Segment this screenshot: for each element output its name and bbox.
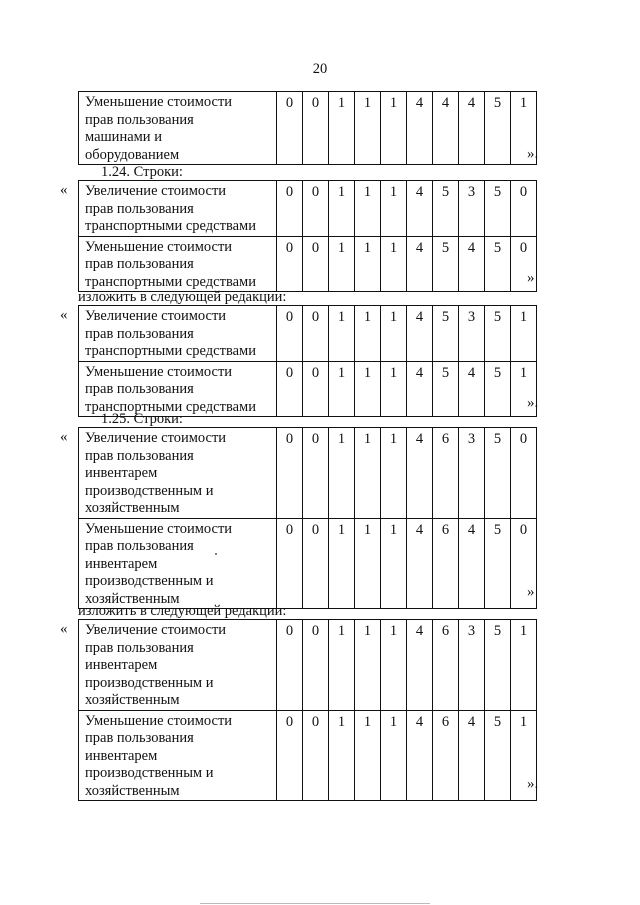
code-digit-cell: 0 [303, 236, 329, 292]
code-digit-cell: 4 [407, 306, 433, 362]
code-digit-cell: 1 [355, 518, 381, 609]
description-line: Увеличение стоимости [85, 430, 227, 446]
description-line: производственным и [85, 674, 214, 691]
code-digit-cell: 4 [407, 710, 433, 801]
code-digit-cell: 0 [277, 306, 303, 362]
table-row [79, 92, 537, 165]
code-digit-cell: 3 [459, 428, 485, 519]
code-digit-cell: 1 [329, 620, 355, 711]
description-line: прав пользования [85, 447, 194, 464]
code-digit-cell: 1 [355, 361, 381, 417]
code-digit-cell: 1 [381, 361, 407, 417]
code-digit-cell: 0 [303, 181, 329, 237]
row-description [79, 710, 277, 801]
code-digit-cell: 5 [485, 710, 511, 801]
code-digit-cell: 1 [511, 92, 537, 165]
section-heading: изложить в следующей редакции: [78, 603, 287, 619]
description-line: хозяйственным [85, 692, 180, 708]
code-digit-cell: 3 [459, 620, 485, 711]
code-digit-cell: 1 [355, 306, 381, 362]
code-digit-cell: 1 [329, 428, 355, 519]
description-line: Уменьшение стоимости [85, 520, 233, 537]
code-digit-cell: 1 [329, 236, 355, 292]
code-digit-cell: 0 [277, 181, 303, 237]
opening-quote: « [60, 182, 68, 198]
description-line: прав пользования [85, 538, 194, 554]
code-table [78, 180, 537, 292]
description-line: Увеличение стоимости [85, 622, 227, 638]
code-digit-cell: 1 [329, 518, 355, 609]
code-digit-cell: 4 [459, 236, 485, 292]
code-digit-cell: 4 [433, 92, 459, 165]
opening-quote: « [60, 429, 68, 445]
table-row [79, 710, 537, 801]
code-digit-cell: 1 [511, 620, 537, 711]
description-line: инвентарем [85, 747, 158, 764]
code-digit-cell: 1 [381, 620, 407, 711]
description-line: прав пользования [85, 381, 194, 397]
code-table [78, 305, 537, 417]
code-digit-cell: 4 [407, 518, 433, 609]
code-digit-cell: 1 [329, 181, 355, 237]
code-digit-cell: 5 [433, 181, 459, 237]
code-digit-cell: 5 [433, 306, 459, 362]
code-digit-cell: 5 [485, 361, 511, 417]
description-line: прав пользования [85, 639, 194, 656]
code-digit-cell: 1 [511, 306, 537, 362]
code-digit-cell: 0 [303, 428, 329, 519]
code-digit-cell: 1 [381, 92, 407, 165]
code-digit-cell: 1 [381, 428, 407, 519]
description-line: прав пользования [85, 256, 194, 272]
code-digit-cell: 0 [277, 361, 303, 417]
code-digit-cell: 6 [433, 428, 459, 519]
code-digit-cell: 4 [459, 710, 485, 801]
row-description [79, 518, 277, 609]
code-table [78, 619, 537, 801]
description-line: хозяйственным [85, 782, 180, 799]
code-digit-cell: 1 [355, 92, 381, 165]
code-digit-cell: 4 [407, 620, 433, 711]
code-digit-cell: 4 [407, 361, 433, 417]
description-line: инвентарем [85, 555, 158, 572]
code-digit-cell: 0 [511, 181, 537, 237]
table-row [79, 236, 537, 292]
table-row [79, 620, 537, 711]
code-digit-cell: 1 [511, 710, 537, 801]
code-digit-cell: 0 [303, 620, 329, 711]
code-digit-cell: 5 [485, 92, 511, 165]
code-digit-cell: 1 [355, 181, 381, 237]
code-digit-cell: 5 [485, 236, 511, 292]
code-digit-cell: 0 [277, 518, 303, 609]
code-digit-cell: 3 [459, 306, 485, 362]
code-digit-cell: 6 [433, 620, 459, 711]
code-digit-cell: 0 [277, 92, 303, 165]
scan-speck [215, 553, 217, 555]
code-digit-cell: 5 [485, 181, 511, 237]
opening-quote: « [60, 307, 68, 323]
code-digit-cell: 0 [303, 92, 329, 165]
description-line: транспортными средствами [85, 273, 256, 290]
code-digit-cell: 5 [485, 620, 511, 711]
code-digit-cell: 1 [355, 428, 381, 519]
description-line: Увеличение стоимости [85, 183, 227, 199]
code-digit-cell: 1 [329, 361, 355, 417]
code-digit-cell: 1 [355, 236, 381, 292]
row-description [79, 428, 277, 519]
code-digit-cell: 1 [355, 710, 381, 801]
code-digit-cell: 0 [511, 236, 537, 292]
description-line: машинами и [85, 129, 162, 145]
closing-quote: » [527, 270, 535, 286]
description-line: прав пользования [85, 111, 194, 128]
code-digit-cell: 0 [277, 428, 303, 519]
table-row [79, 518, 537, 609]
description-line: производственным и [85, 765, 214, 781]
code-digit-cell: 5 [433, 236, 459, 292]
row-description [79, 306, 277, 362]
code-digit-cell: 1 [381, 518, 407, 609]
code-table [78, 427, 537, 609]
scan-edge-line [200, 903, 430, 904]
code-digit-cell: 4 [407, 181, 433, 237]
code-digit-cell: 1 [329, 92, 355, 165]
code-digit-cell: 1 [355, 620, 381, 711]
code-digit-cell: 6 [433, 710, 459, 801]
row-description [79, 92, 277, 165]
description-line: инвентарем [85, 465, 158, 481]
code-digit-cell: 0 [303, 710, 329, 801]
description-line: оборудованием [85, 146, 180, 163]
code-digit-cell: 3 [459, 181, 485, 237]
opening-quote: « [60, 621, 68, 637]
table-row [79, 361, 537, 417]
description-line: производственным и [85, 573, 214, 589]
closing-quote: ». [527, 146, 539, 162]
code-digit-cell: 4 [459, 518, 485, 609]
code-digit-cell: 0 [511, 518, 537, 609]
code-digit-cell: 5 [485, 518, 511, 609]
description-line: прав пользования [85, 730, 194, 746]
code-table [78, 91, 537, 165]
code-digit-cell: 1 [329, 306, 355, 362]
table-row [79, 428, 537, 519]
code-digit-cell: 1 [381, 710, 407, 801]
code-digit-cell: 0 [511, 428, 537, 519]
description-line: Уменьшение стоимости [85, 238, 233, 255]
code-digit-cell: 6 [433, 518, 459, 609]
description-line: Увеличение стоимости [85, 308, 227, 324]
code-digit-cell: 5 [485, 306, 511, 362]
description-line: Уменьшение стоимости [85, 363, 233, 380]
description-line: транспортными средствами [85, 398, 256, 415]
code-digit-cell: 0 [303, 518, 329, 609]
row-description [79, 181, 277, 237]
description-line: прав пользования [85, 200, 194, 217]
code-digit-cell: 0 [277, 710, 303, 801]
code-digit-cell: 1 [329, 710, 355, 801]
description-line: производственным и [85, 482, 214, 499]
code-digit-cell: 4 [459, 92, 485, 165]
code-digit-cell: 5 [433, 361, 459, 417]
code-digit-cell: 1 [381, 236, 407, 292]
code-digit-cell: 0 [277, 620, 303, 711]
table-row [79, 181, 537, 237]
description-line: инвентарем [85, 657, 158, 673]
section-heading: изложить в следующей редакции: [78, 289, 287, 305]
code-digit-cell: 4 [407, 236, 433, 292]
code-digit-cell: 0 [303, 306, 329, 362]
code-digit-cell: 1 [511, 361, 537, 417]
description-line: транспортными средствами [85, 218, 256, 234]
code-digit-cell: 0 [277, 236, 303, 292]
description-line: хозяйственным [85, 500, 180, 516]
code-digit-cell: 1 [381, 306, 407, 362]
section-heading: 1.25. Строки: [101, 411, 183, 427]
description-line: хозяйственным [85, 590, 180, 607]
code-digit-cell: 4 [407, 92, 433, 165]
closing-quote: » [527, 584, 535, 600]
closing-quote: ». [527, 776, 539, 792]
code-digit-cell: 5 [485, 428, 511, 519]
row-description [79, 236, 277, 292]
section-heading: 1.24. Строки: [101, 164, 183, 180]
code-digit-cell: 0 [303, 361, 329, 417]
row-description [79, 361, 277, 417]
description-line: Уменьшение стоимости [85, 712, 233, 729]
code-digit-cell: 4 [407, 428, 433, 519]
code-digit-cell: 4 [459, 361, 485, 417]
description-line: транспортными средствами [85, 343, 256, 359]
description-line: Уменьшение стоимости [85, 94, 233, 110]
code-digit-cell: 1 [381, 181, 407, 237]
row-description [79, 620, 277, 711]
description-line: прав пользования [85, 325, 194, 342]
page-number: 20 [312, 61, 328, 77]
table-row [79, 306, 537, 362]
closing-quote: ». [527, 395, 539, 411]
